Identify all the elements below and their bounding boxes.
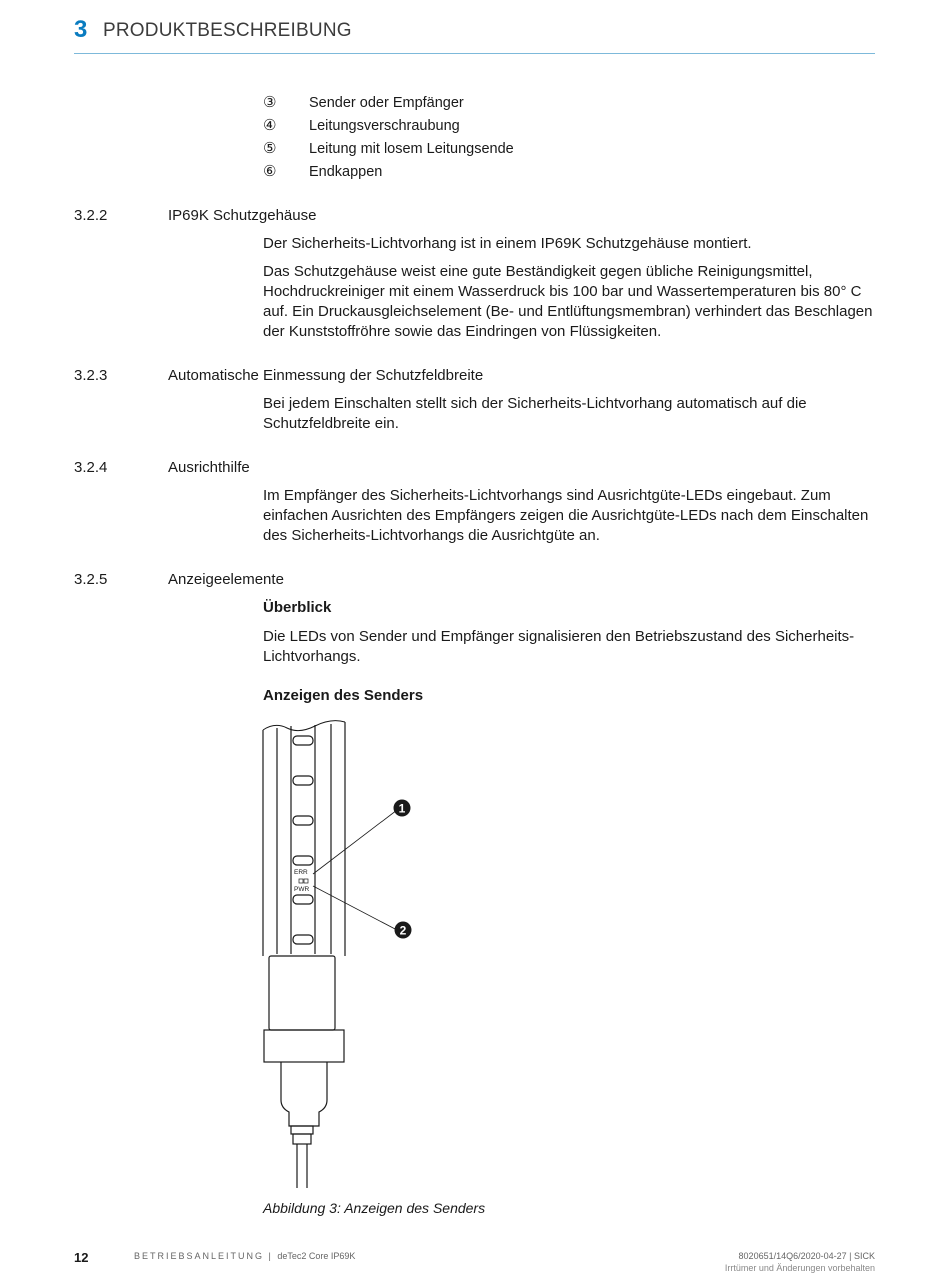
- paragraph: Das Schutzgehäuse weist eine gute Beständigkeit gegen übliche Reinigungsmittel, Hochdruckreiniger mit einem Wasserdruck bis 100 bar und Wassertemperaturen bis 80° C auf. Ein Druckausgleichselement (Be- und Entlüftungsmembran) verhindert das Beschlagen der Kunststoffröhre sowie das Eindringen von Flüssigkeiten.: [263, 263, 873, 340]
- doc-id: 8020651/14Q6/2020-04-27: [738, 1251, 847, 1261]
- footer-disclaimer: Irrtümer und Änderungen vorbehalten: [724, 1263, 875, 1273]
- section-title: IP69K Schutzgehäuse: [168, 207, 317, 224]
- paragraph: Die LEDs von Sender und Empfänger signalisieren den Betriebszustand des Sicherheits-Lichtvorhangs.: [263, 628, 855, 665]
- sender-illustration: [255, 716, 425, 1194]
- footer-doc-id: 8020651/14Q6/2020-04-27 | SICK: [738, 1251, 875, 1261]
- product-name: deTec2 Core IP69K: [277, 1251, 356, 1261]
- section-number: 3.2.5: [74, 571, 108, 588]
- section-title: Ausrichthilfe: [168, 459, 250, 476]
- legend-item-6: ⑥ Endkappen: [263, 163, 383, 180]
- legend-item-5: ⑤ Leitung mit losem Leitungsende: [263, 140, 514, 157]
- chapter-number: 3: [74, 16, 88, 43]
- legend-item-4: ④ Leitungsverschraubung: [263, 117, 460, 134]
- section-number: 3.2.4: [74, 459, 108, 476]
- section-title: Anzeigeelemente: [168, 571, 284, 588]
- figure-caption: Abbildung 3: Anzeigen des Senders: [263, 1200, 486, 1216]
- doc-type: BETRIEBSANLEITUNG: [134, 1251, 265, 1261]
- section-title: Automatische Einmessung der Schutzfeldbreite: [168, 367, 484, 384]
- page-number: 12: [74, 1250, 89, 1265]
- paragraph: Der Sicherheits-Lichtvorhang ist in einem IP69K Schutzgehäuse montiert.: [263, 235, 752, 252]
- subheading-overview: Überblick: [263, 599, 332, 616]
- footer-doc-info: BETRIEBSANLEITUNG | deTec2 Core IP69K: [134, 1251, 356, 1261]
- paragraph: Im Empfänger des Sicherheits-Lichtvorhangs sind Ausrichtgüte-LEDs eingebaut. Zum einfachen Ausrichten des Empfängers zeigen die Ausrichtgüte-LEDs nach dem Einschalten des Sicherheits-Lichtvorhangs die Ausrichtgüte an.: [263, 487, 869, 544]
- section-number: 3.2.3: [74, 367, 108, 384]
- section-number: 3.2.2: [74, 207, 108, 224]
- pwr-label: PWR: [294, 886, 310, 893]
- callout-number-1: 1: [398, 801, 406, 816]
- paragraph: Bei jedem Einschalten stellt sich der Sicherheits-Lichtvorhang automatisch auf die Schutzfeldbreite ein.: [263, 395, 807, 432]
- brand: SICK: [853, 1251, 875, 1261]
- callout-number-2: 2: [399, 923, 407, 938]
- subheading-sender-indicators: Anzeigen des Senders: [263, 687, 424, 704]
- header-divider: [74, 53, 875, 54]
- err-label: ERR: [294, 869, 308, 876]
- legend-item-3: ③ Sender oder Empfänger: [263, 94, 464, 111]
- chapter-title: PRODUKTBESCHREIBUNG: [103, 20, 352, 41]
